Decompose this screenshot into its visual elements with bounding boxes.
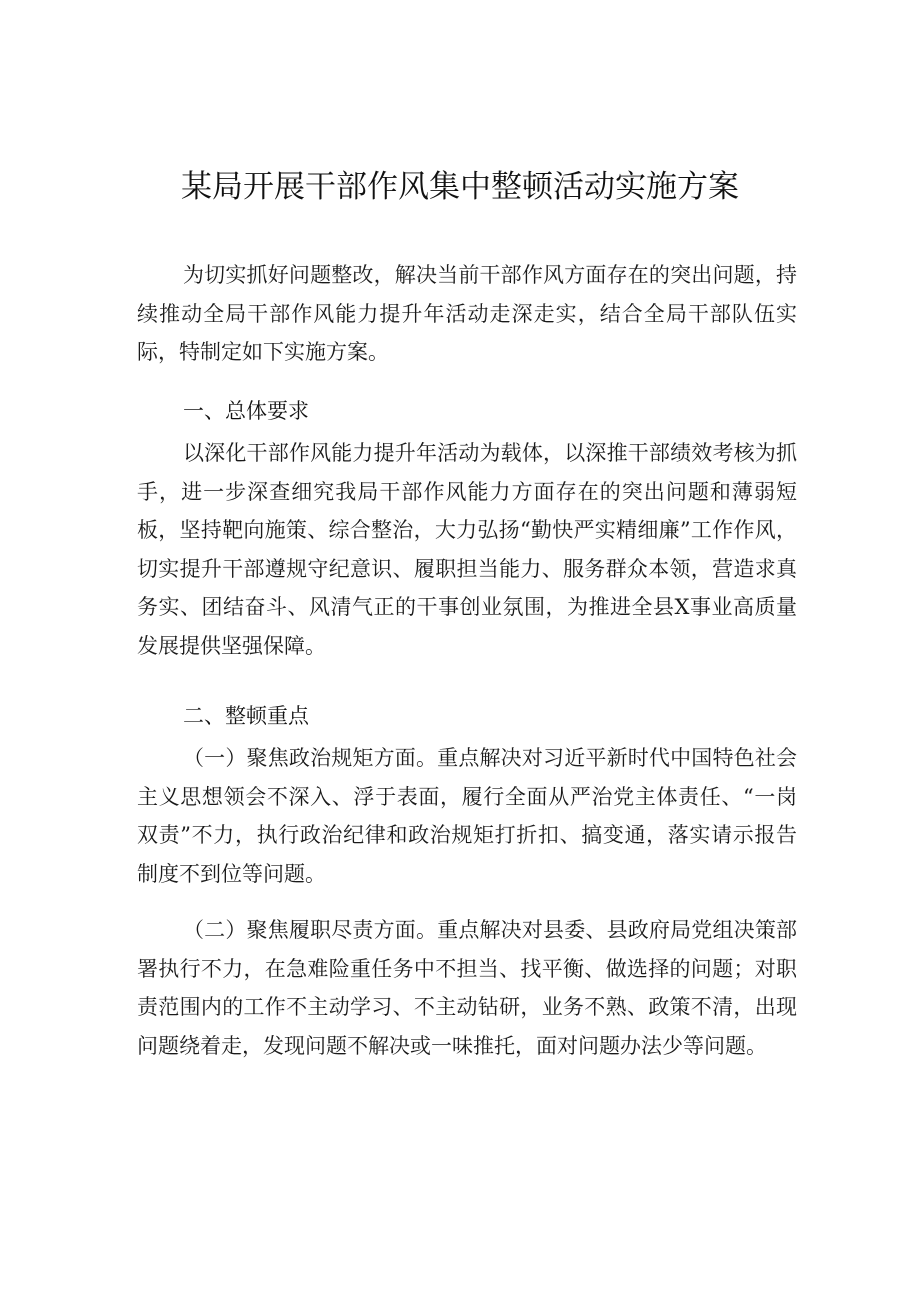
document-title: 某局开展干部作风集中整顿活动实施方案 xyxy=(181,169,739,205)
focus-item-duty-performance: （二）聚焦履职尽责方面。重点解决对县委、县政府局党组决策部署执行不力，在急难险重任务中不担当、找平衡、做选择的问题；对职责范围内的工作不主动学习、不主动钻研，业务不熟、政策不清，出现问题绕着走，发现问题不解决或一味推托，面对问题办法少等问题。 xyxy=(137,918,797,1058)
intro-paragraph: 为切实抓好问题整改，解决当前干部作风方面存在的突出问题，持续推动全局干部作风能力提升年活动走深走实，结合全局干部队伍实际，特制定如下实施方案。 xyxy=(137,263,797,364)
section-heading-overall-requirements: 一、总体要求 xyxy=(183,399,309,423)
focus-item-political-rules: （一）聚焦政治规矩方面。重点解决对习近平新时代中国特色社会主义思想领会不深入、浮于表面，履行全面从严治党主体责任、“一岗双责”不力，执行政治纪律和政治规矩打折扣、搞变通，落实请示报告制度不到位等问题。 xyxy=(137,746,797,886)
section-heading-rectification-focus: 二、整顿重点 xyxy=(183,704,309,728)
overall-requirements-paragraph: 以深化干部作风能力提升年活动为载体，以深推干部绩效考核为抓手，进一步深查细究我局干部作风能力方面存在的突出问题和薄弱短板，坚持靶向施策、综合整治，大力弘扬“勤快严实精细廉”工作作风，切实提升干部遵规守纪意识、履职担当能力、服务群众本领，营造求真务实、团结奋斗、风清气正的干事创业氛围，为推进全县X事业高质量发展提供坚强保障。 xyxy=(137,441,797,658)
